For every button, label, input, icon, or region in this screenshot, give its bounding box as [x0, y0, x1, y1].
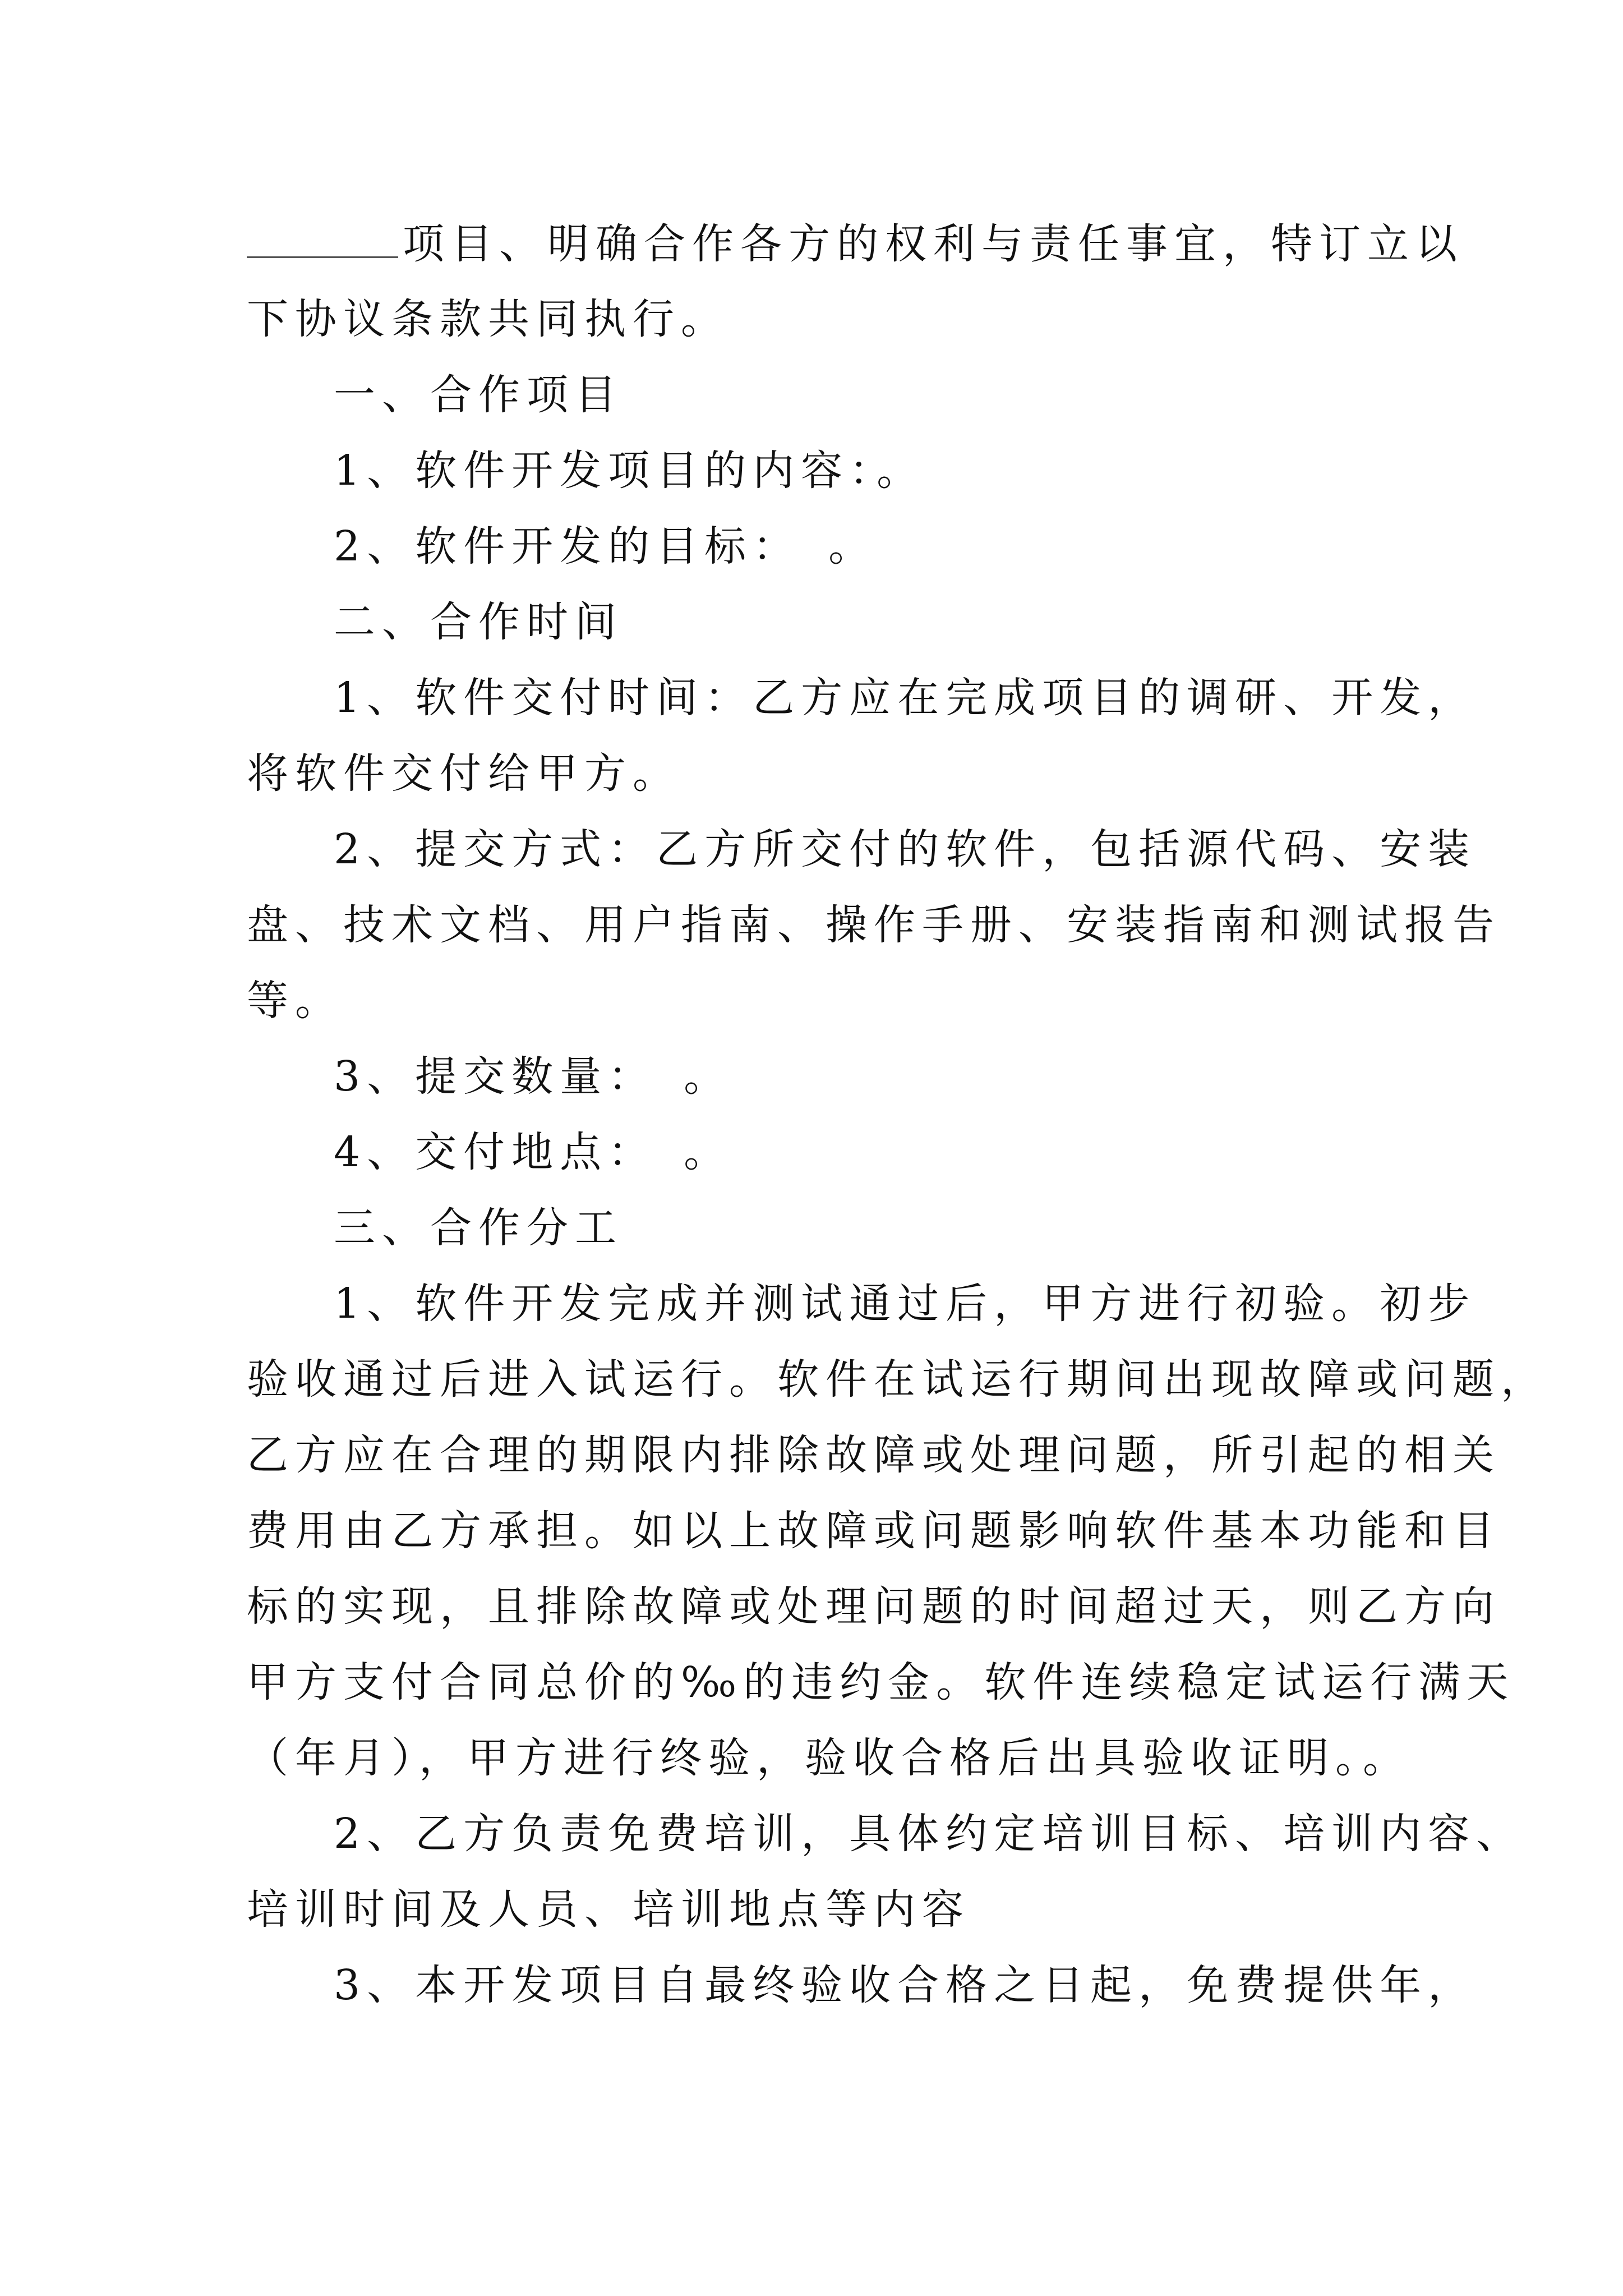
- paragraph-line: 2、软件开发的目标： 。: [334, 522, 877, 570]
- line-text: 项目、明确合作各方的权利与责任事宜，特订立以: [403, 220, 1464, 268]
- paragraph-line: 等。: [247, 977, 343, 1025]
- paragraph-line: 标的实现，且排除故障或处理问题的时间超过天，则乙方向: [247, 1582, 1501, 1631]
- paragraph-line: 4、交付地点： 。: [334, 1128, 732, 1176]
- paragraph-line: 3、本开发项目自最终验收合格之日起，免费提供年，: [334, 1961, 1477, 2009]
- section-heading: 三、合作分工: [334, 1204, 623, 1252]
- paragraph-line: 3、提交数量： 。: [334, 1052, 732, 1101]
- paragraph-line: 盘、技术文档、用户指南、操作手册、安装指南和测试报告: [247, 901, 1501, 949]
- paragraph-line: 验收通过后进入试运行。软件在试运行期间出现故障或问题，: [247, 1355, 1549, 1404]
- section-heading: 二、合作时间: [334, 598, 623, 646]
- paragraph-line: 培训时间及人员、培训地点等内容: [247, 1885, 970, 1934]
- paragraph-line: 将软件交付给甲方。: [247, 749, 681, 798]
- paragraph-line: 乙方应在合理的期限内排除故障或处理问题，所引起的相关: [247, 1431, 1501, 1479]
- paragraph-line: 2、乙方负责免费培训，具体约定培训目标、培训内容、: [334, 1810, 1525, 1858]
- paragraph-line: 2、提交方式：乙方所交付的软件，包括源代码、安装: [334, 825, 1477, 873]
- paragraph-line: 下协议条款共同执行。: [247, 295, 729, 343]
- paragraph-line: 费用由乙方承担。如以上故障或问题影响软件基本功能和目: [247, 1507, 1501, 1555]
- paragraph-line: 1、软件交付时间：乙方应在完成项目的调研、开发，: [334, 674, 1477, 722]
- paragraph-line: [247, 220, 1464, 268]
- paragraph-line: 甲方支付合同总价的‰的违约金。软件连续稳定试运行满天: [247, 1658, 1515, 1706]
- blank-fill-line: [247, 223, 398, 258]
- section-heading: 一、合作项目: [334, 371, 623, 419]
- paragraph-line: 1、软件开发项目的内容：。: [334, 447, 925, 495]
- paragraph-line: 1、软件开发完成并测试通过后，甲方进行初验。初步: [334, 1280, 1477, 1328]
- paragraph-line: （年月），甲方进行终验，验收合格后出具验收证明。。: [247, 1734, 1411, 1782]
